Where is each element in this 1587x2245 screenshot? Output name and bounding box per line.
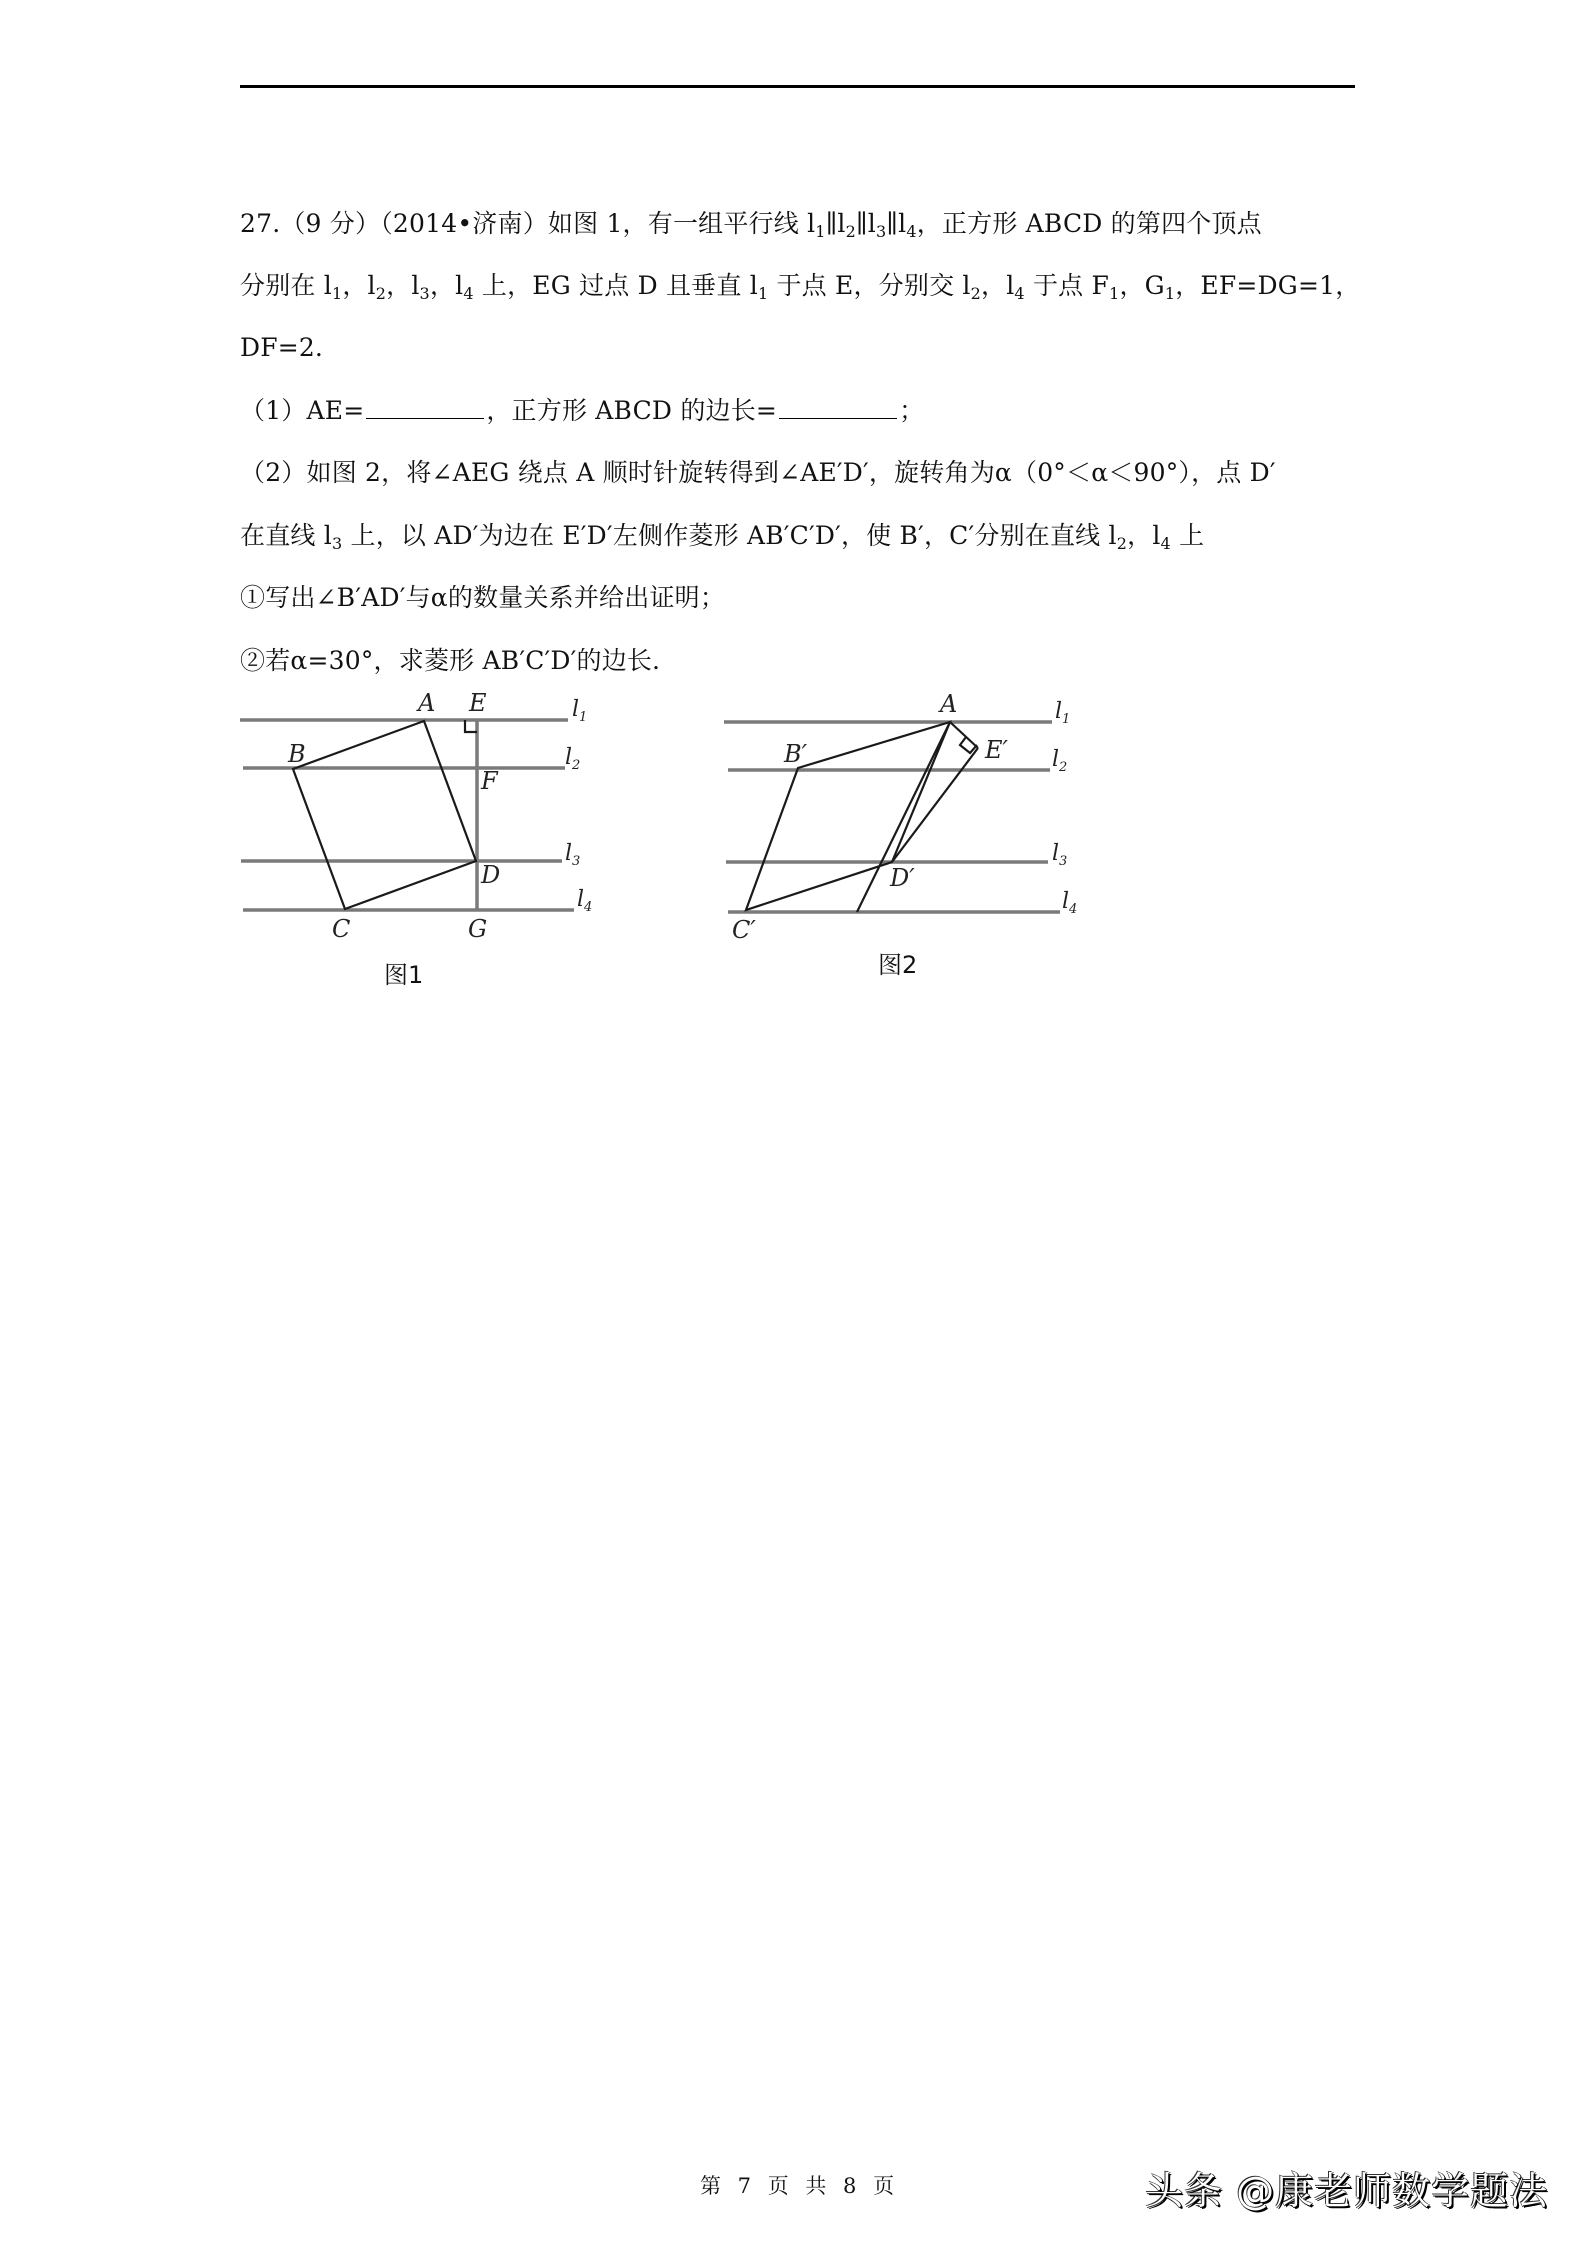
svg-text:F: F [481,767,498,795]
svg-text:l4: $l_4$ [577,887,593,915]
figure-2-caption: 图2 [878,951,918,979]
svg-text:A: A [418,689,436,717]
svg-text:l4: $l_4$ [1062,889,1078,917]
svg-text:C: C [332,915,351,943]
svg-text:B: B [288,740,306,768]
svg-text:l1: $l_1$ [1055,699,1071,727]
svg-text:D: D [481,861,501,889]
problem-number: 27. [240,209,281,238]
question-2: ②若α=30°，求菱形 AB′C′D′的边长． [240,646,678,675]
svg-text:l1: $l_1$ [572,697,588,725]
problem-intro-line-1: 27.（9 分）（2014•济南）如图 1，有一组平行线 $l_1\parallel l_2\parallel l_3\parallel l_4$，正方形 ABCD 的第四个顶点 [240,209,1262,241]
svg-text:l3: $l_3$ [1052,841,1068,869]
svg-text:E: E [469,689,487,717]
figure-2-diagram [0,0,1587,1050]
part-2-line-2: 在直线 $l_3$ 上，以 AD′为边在 E′D′左侧作菱形 AB′C′D′，使 B′，C′分别在直线 $l_2$，$l_4$ 上 [240,521,1205,553]
svg-text:A: A [940,690,958,718]
svg-text:B′: B′ [784,740,808,768]
problem-score: （9 分） [280,209,381,238]
svg-text:l3: $l_3$ [565,841,581,869]
part-1: （1）AE= ，正方形 ABCD 的边长= ； [240,396,925,425]
svg-text:l2: $l_2$ [565,745,581,773]
question-1: ①写出∠B′AD′与α的数量关系并给出证明； [240,583,726,612]
svg-text:l2: $l_2$ [1052,747,1068,775]
svg-text:D′: D′ [890,864,915,892]
page-number: 第 7 页 共 8 页 [700,2174,900,2198]
figure-1-caption: 图1 [384,961,424,989]
watermark: 头条 @康老师数学题法 [1145,2169,1549,2213]
part-2-line-1: （2）如图 2，将∠AEG 绕点 A 顺时针旋转得到∠AE′D′，旋转角为α（0°＜α＜90°），点 D′ [240,458,1276,487]
svg-text:C′: C′ [732,916,756,944]
problem-intro-line-3: DF=2． [240,333,341,362]
svg-text:E′: E′ [985,736,1008,764]
svg-text:G: G [468,915,488,943]
problem-intro-line-2: 分别在 $l_1$，$l_2$，$l_3$，$l_4$ 上，EG 过点 D 且垂直 $l_1$ 于点 E，分别交 $l_2$，$l_4$ 于点 $F_1$，$G_1$，EF=DG=1， [240,271,1361,303]
problem-source: （2014•济南） [380,209,548,238]
